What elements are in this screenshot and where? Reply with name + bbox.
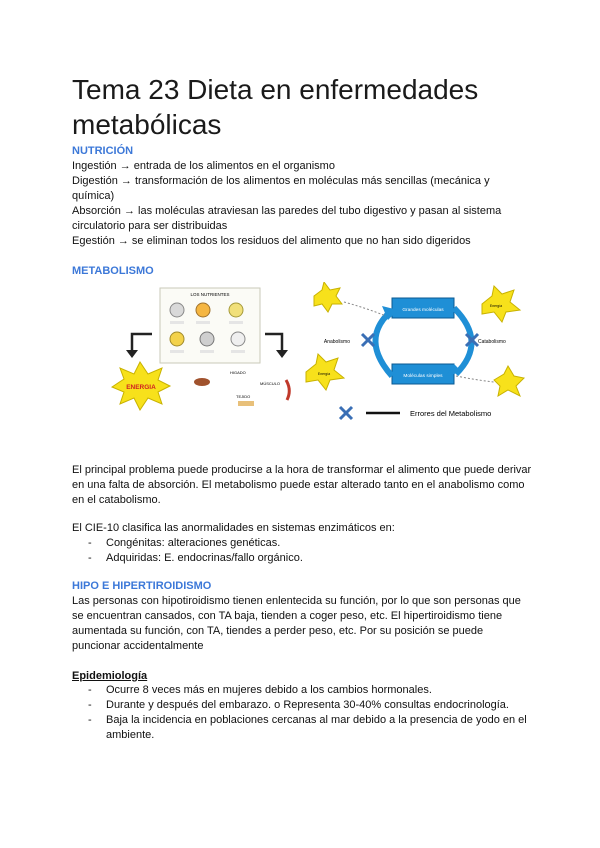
- page-title: Tema 23 Dieta en enfermedades metabólicas: [72, 74, 479, 140]
- nutricion-line-ingestion: Ingestión → entrada de los alimentos en el organismo: [72, 160, 335, 172]
- left-arrow: [132, 334, 152, 352]
- nutricion-line-digestion: Digestión → transformación de los alimentos en moléculas más sencillas (mecánica y química): [72, 175, 490, 202]
- nutricion-line-egestion: Egestión → se eliminan todos los residuos del alimento que no han sido digeridos: [72, 235, 471, 247]
- energy-burst-bottomright-icon: [494, 366, 524, 396]
- metabolism-figure: [110, 282, 530, 432]
- energia-label: ENERGIA: [126, 384, 156, 391]
- energy-small-label-right: Energía: [489, 304, 503, 308]
- metabolismo-paragraph-2: El CIE-10 clasifica las anormalidades en sistemas enzimáticos en:: [72, 522, 395, 534]
- nutricion-list: [72, 159, 532, 249]
- right-arrow: [265, 334, 282, 352]
- nutricion-heading: NUTRICIÓN: [72, 145, 134, 157]
- legend-cross-icon: [340, 407, 352, 419]
- cie10-list: [72, 536, 532, 566]
- metabolismo-paragraph-1: El principal problema puede producirse a la hora de transformar el alimento que puede derivar en una falta de absorción. El metabolismo puede estar alterado tanto en el anabolismo como en el catabolismo.: [72, 464, 532, 506]
- list-item: - Congénitas: alteraciones genéticas.: [72, 536, 532, 551]
- nutricion-line-absorcion: Absorción → las moléculas atraviesan las paredes del tubo digestivo y pasan al sistema circulatorio para ser distribuidas: [72, 205, 502, 232]
- list-item: - Ocurre 8 veces más en mujeres debido a los cambios hormonales.: [72, 683, 532, 698]
- anabolism-arc: [375, 312, 392, 376]
- nutrients-box-title: LOS NUTRIENTES: [190, 292, 230, 297]
- musculo-label: MÚSCULO: [260, 381, 281, 386]
- list-item: - Adquiridas: E. endocrinas/fallo orgánico.: [72, 551, 532, 566]
- grandes-label: Grandes moléculas: [402, 308, 444, 313]
- tejido-label: TEJIDO: [236, 394, 251, 399]
- higado-label: HIGADO: [230, 370, 246, 375]
- metabolismo-heading: METABOLISMO: [72, 265, 154, 277]
- metabolism-cycle: [306, 282, 524, 396]
- hipo-paragraph: Las personas con hipotiroidismo tienen enlentecida su función, por lo que son personas que se encuentran cansados, con TA baja, tienden a coger peso, etc. El hipertiroidismo tiene aumentada su función, con TA, tiendes a perder peso, etc. Por su posición se puede puncionar accidentalmente: [72, 595, 521, 652]
- anabolism-cross-icon: [362, 334, 374, 346]
- energy-small-label-left: Energía: [317, 372, 331, 376]
- epidemiologia-list: [72, 683, 532, 743]
- list-item: - Durante y después del embarazo. o Representa 30-40% consultas endocrinología.: [72, 698, 532, 713]
- anabolismo-label: Anabolismo: [323, 339, 350, 345]
- organs-group: [194, 370, 289, 406]
- catabolismo-label: Catabolismo: [478, 339, 506, 345]
- epidemiologia-heading: Epidemiología: [72, 670, 148, 682]
- energy-burst-topleft-icon: [314, 282, 342, 312]
- hipo-heading: HIPO E HIPERTIROIDISMO: [72, 580, 212, 592]
- list-item: - Baja la incidencia en poblaciones cercanas al mar debido a la presencia de yodo en el ambiente.: [72, 713, 532, 743]
- simples-label: Moléculas simples: [403, 374, 443, 379]
- legend-errores-label: Errores del Metabolismo: [410, 409, 492, 418]
